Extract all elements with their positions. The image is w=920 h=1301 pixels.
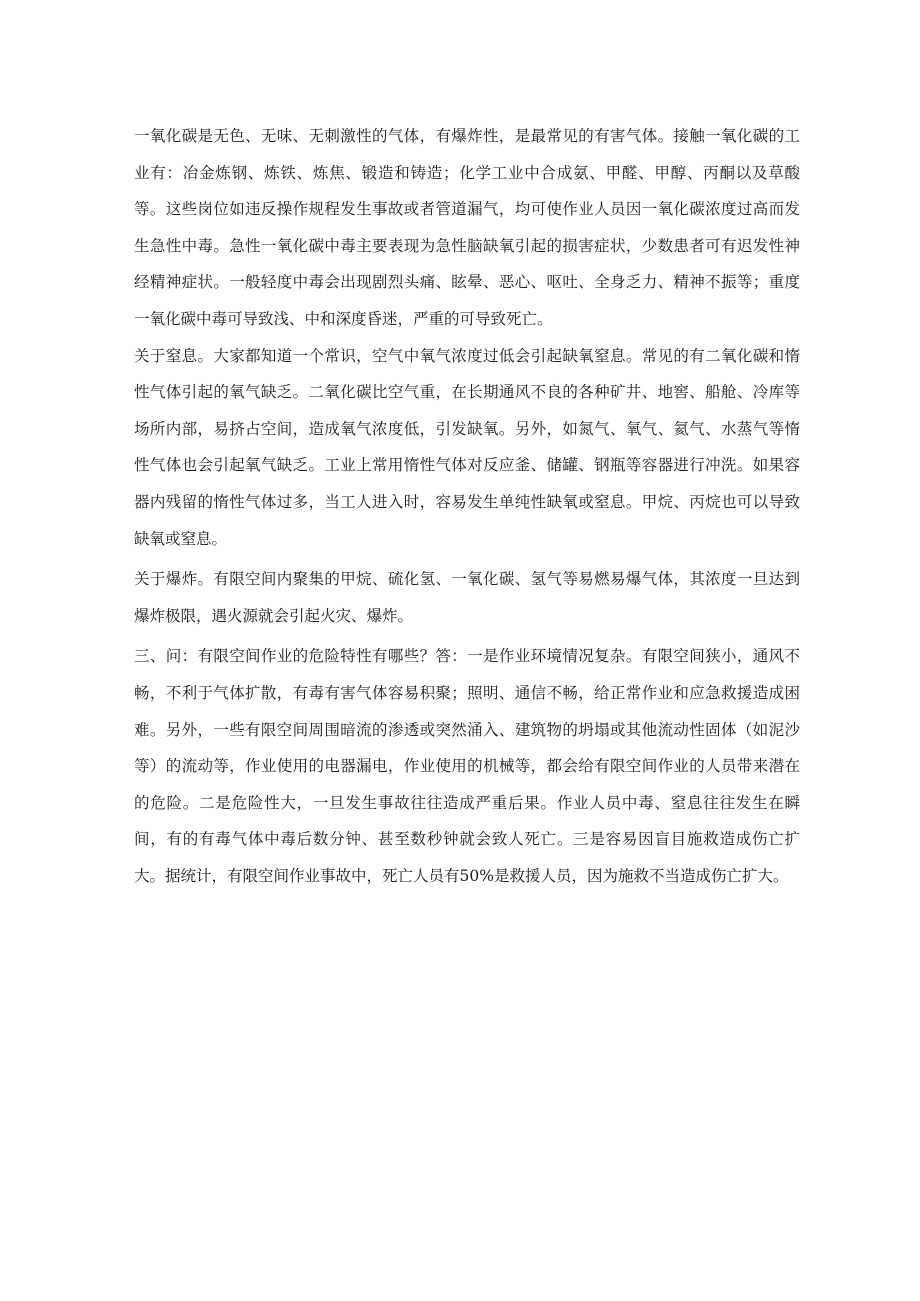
paragraph-confined-space-hazards: 三、问：有限空间作业的危险特性有哪些？答：一是作业环境情况复杂。有限空间狭小，通风不畅，不利于气体扩散，有毒有害气体容易积聚；照明、通信不畅，给正常作业和应急救援造成困难。另外，一些有限空间周围暗流的渗透或突然涌入、建筑物的坍塌或其他流动性固体（如泥沙等）的流动等，作业使用的电器漏电，作业使用的机械等，都会给有限空间作业的人员带来潜在的危险。二是危险性大，一旦发生事故往往造成严重后果。作业人员中毒、窒息往往发生在瞬间，有的有毒气体中毒后数分钟、甚至数秒钟就会致人死亡。三是容易因盲目施救造成伤亡扩大。据统计，有限空间作业事故中，死亡人员有50%是救援人员，因为施救不当造成伤亡扩大。: [134, 647, 800, 885]
document-body: [134, 118, 800, 894]
paragraph-carbon-monoxide: 一氧化碳是无色、无味、无刺激性的气体，有爆炸性，是最常见的有害气体。接触一氧化碳的工业有：冶金炼钢、炼铁、炼焦、锻造和铸造；化学工业中合成氨、甲醛、甲醇、丙酮以及草酸等。这些岗位如违反操作规程发生事故或者管道漏气，均可使作业人员因一氧化碳浓度过高而发生急性中毒。急性一氧化碳中毒主要表现为急性脑缺氧引起的损害症状，少数患者可有迟发性神经精神症状。一般轻度中毒会出现剧烈头痛、眩晕、恶心、呕吐、全身乏力、精神不振等；重度一氧化碳中毒可导致浅、中和深度昏迷，严重的可导致死亡。: [134, 127, 800, 328]
paragraph-explosion: 关于爆炸。有限空间内聚集的甲烷、硫化氢、一氧化碳、氢气等易燃易爆气体，其浓度一旦达到爆炸极限，遇火源就会引起火灾、爆炸。: [134, 570, 800, 625]
paragraph-asphyxiation: 关于窒息。大家都知道一个常识，空气中氧气浓度过低会引起缺氧窒息。常见的有二氧化碳和惰性气体引起的氧气缺乏。二氧化碳比空气重，在长期通风不良的各种矿井、地窖、船舱、冷库等场所内部，易挤占空间，造成氧气浓度低，引发缺氧。另外，如氮气、氧气、氦气、水蒸气等惰性气体也会引起氧气缺乏。工业上常用惰性气体对反应釜、储罐、钢瓶等容器进行冲洗。如果容器内残留的惰性气体过多，当工人进入时，容易发生单纯性缺氧或窒息。甲烷、丙烷也可以导致缺氧或窒息。: [134, 346, 800, 548]
